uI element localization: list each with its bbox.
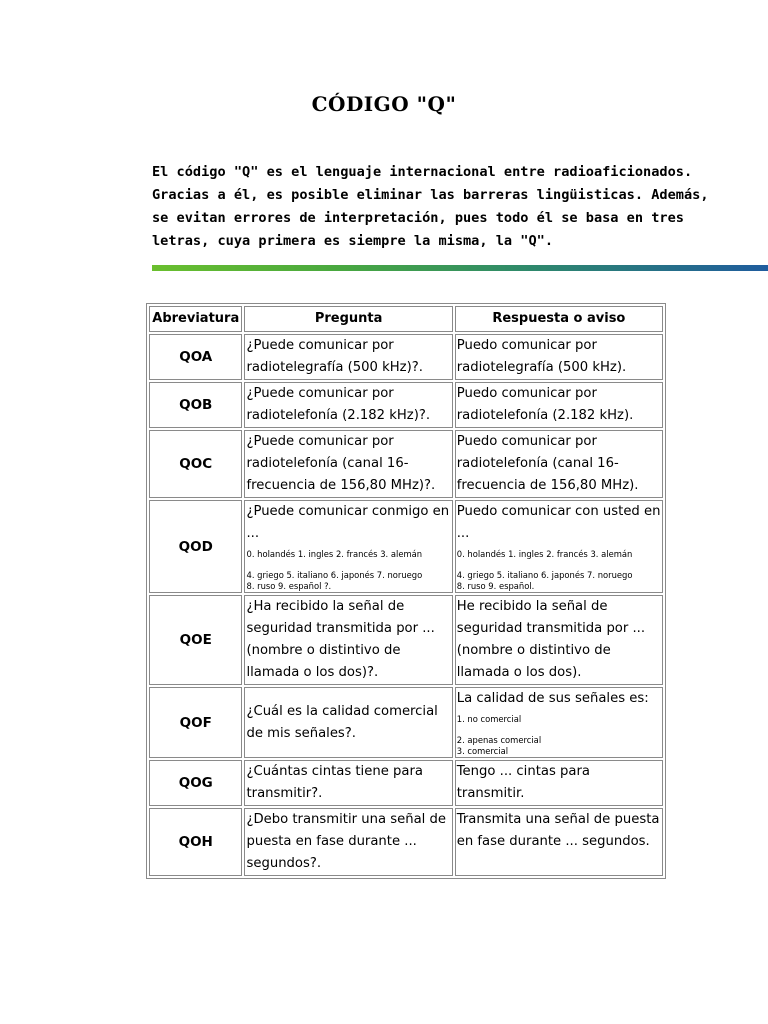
question-cell: ¿Ha recibido la señal de seguridad transmitida por ... (nombre o distintivo de llamada o los dos)?. bbox=[244, 595, 452, 685]
intro-line: letras, cuya primera es siempre la misma, la "Q". bbox=[152, 233, 554, 249]
code-cell: QOA bbox=[149, 334, 242, 380]
language-options: 0. holandés 1. ingles 2. francés 3. alemán bbox=[456, 549, 633, 559]
header-abbreviation: Abreviatura bbox=[149, 306, 242, 332]
table-row bbox=[149, 595, 663, 685]
quality-option: 2. apenas comercial bbox=[456, 735, 542, 745]
table-row bbox=[149, 382, 663, 428]
question-text: ¿Puede comunicar conmigo en ... bbox=[246, 504, 450, 541]
quality-option: 1. no comercial bbox=[456, 714, 522, 724]
question-cell: ¿Cuántas cintas tiene para transmitir?. bbox=[244, 760, 452, 806]
header-answer: Respuesta o aviso bbox=[455, 306, 663, 332]
page-title: CÓDIGO "Q" bbox=[311, 92, 457, 116]
table-row bbox=[149, 808, 663, 876]
answer-text: La calidad de sus señales es: bbox=[456, 691, 649, 706]
answer-cell: He recibido la señal de seguridad transmitida por ... (nombre o distintivo de llamada o los dos). bbox=[455, 595, 663, 685]
table-row bbox=[149, 760, 663, 806]
quality-option: 3. comercial bbox=[456, 746, 509, 756]
q-code-table bbox=[146, 303, 666, 879]
gradient-divider bbox=[152, 265, 768, 271]
code-cell: QOG bbox=[149, 760, 242, 806]
table-row bbox=[149, 500, 663, 593]
table-header-row bbox=[149, 306, 663, 332]
answer-cell: Puedo comunicar por radiotelefonía (2.182 kHz). bbox=[455, 382, 663, 428]
question-cell: ¿Debo transmitir una señal de puesta en fase durante ... segundos?. bbox=[244, 808, 452, 876]
question-cell: ¿Cuál es la calidad comercial de mis señales?. bbox=[244, 687, 452, 758]
answer-cell: Puedo comunicar por radiotelegrafía (500 kHz). bbox=[455, 334, 663, 380]
code-cell: QOD bbox=[149, 500, 242, 593]
code-cell: QOF bbox=[149, 687, 242, 758]
answer-cell: Puedo comunicar por radiotelefonía (canal 16-frecuencia de 156,80 MHz). bbox=[455, 430, 663, 498]
header-question: Pregunta bbox=[244, 306, 452, 332]
code-cell: QOB bbox=[149, 382, 242, 428]
table-row bbox=[149, 334, 663, 380]
answer-cell bbox=[455, 687, 663, 758]
table-row bbox=[149, 430, 663, 498]
language-options: 4. griego 5. italiano 6. japonés 7. noruego bbox=[456, 570, 633, 580]
language-options: 4. griego 5. italiano 6. japonés 7. noruego bbox=[246, 570, 423, 580]
code-cell: QOH bbox=[149, 808, 242, 876]
answer-cell: Transmita una señal de puesta en fase durante ... segundos. bbox=[455, 808, 663, 876]
code-cell: QOC bbox=[149, 430, 242, 498]
question-cell: ¿Puede comunicar por radiotelefonía (2.182 kHz)?. bbox=[244, 382, 452, 428]
intro-line: El código "Q" es el lenguaje internacional entre radioaficionados. bbox=[152, 164, 693, 180]
language-options: 8. ruso 9. español ?. bbox=[246, 581, 332, 591]
answer-cell bbox=[455, 500, 663, 593]
table-row bbox=[149, 687, 663, 758]
question-cell: ¿Puede comunicar por radiotelefonía (canal 16-frecuencia de 156,80 MHz)?. bbox=[244, 430, 452, 498]
language-options: 0. holandés 1. ingles 2. francés 3. alemán bbox=[246, 549, 423, 559]
answer-cell: Tengo ... cintas para transmitir. bbox=[455, 760, 663, 806]
intro-line: Gracias a él, es posible eliminar las barreras lingüisticas. Además, bbox=[152, 187, 709, 203]
intro-paragraph bbox=[152, 161, 709, 253]
intro-line: se evitan errores de interpretación, pues todo él se basa en tres bbox=[152, 210, 684, 226]
question-cell bbox=[244, 500, 452, 593]
answer-text: Puedo comunicar con usted en ... bbox=[456, 504, 661, 541]
code-cell: QOE bbox=[149, 595, 242, 685]
language-options: 8. ruso 9. español. bbox=[456, 581, 535, 591]
question-cell: ¿Puede comunicar por radiotelegrafía (500 kHz)?. bbox=[244, 334, 452, 380]
